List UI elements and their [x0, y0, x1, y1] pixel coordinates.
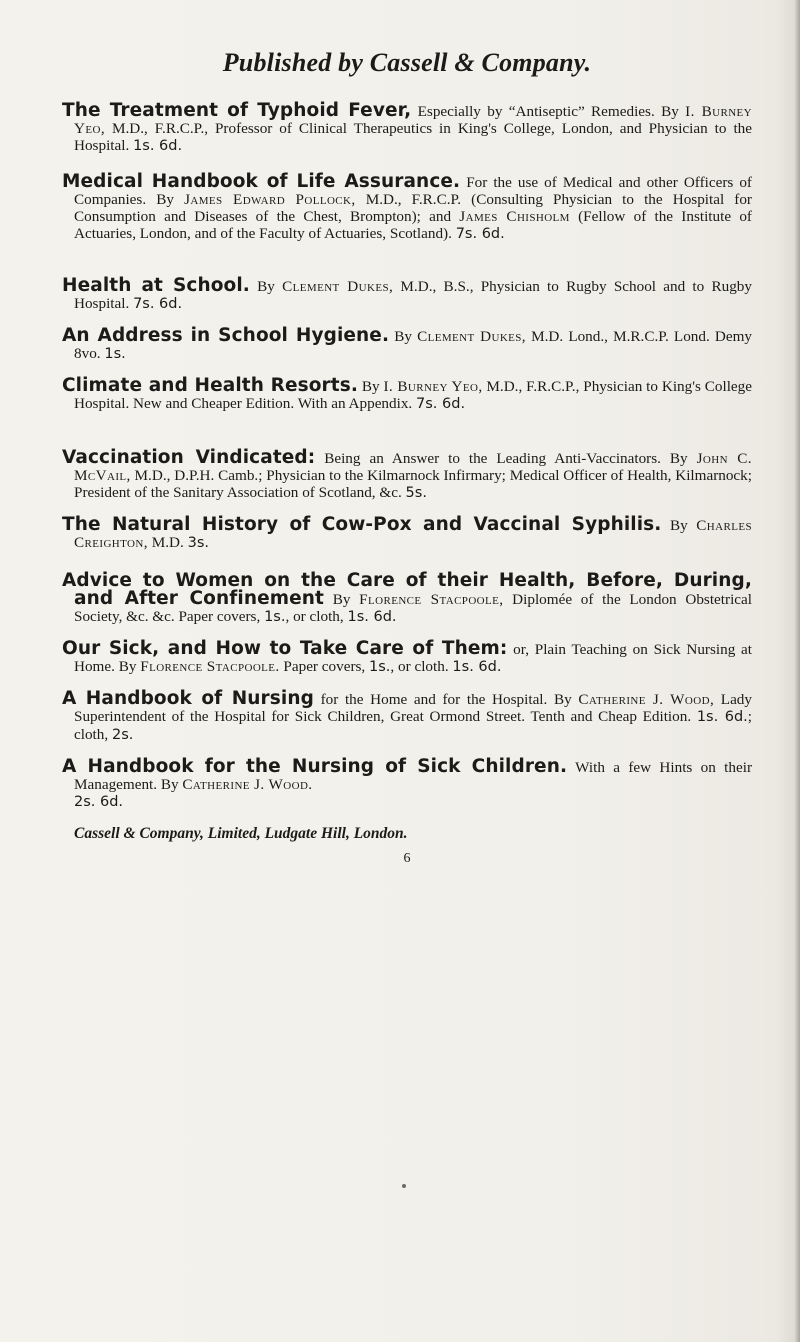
entry-price: 7s. 6d.	[133, 296, 183, 312]
entry-text: Especially by “Antiseptic” Remedies. By	[411, 103, 686, 120]
entry-price: 5s.	[405, 485, 427, 501]
entry-text: With a few Hints on their Management. By	[74, 759, 753, 793]
catalogue-content	[62, 48, 752, 867]
catalogue-entry	[62, 102, 752, 155]
catalogue-entry	[62, 173, 752, 243]
entry-text: , or cloth.	[390, 658, 453, 675]
entry-title: A Handbook of Nursing	[62, 688, 314, 709]
entry-author: James Edward Pollock,	[184, 191, 356, 208]
entry-text: M.D., F.R.C.P. (Consulting Physician to the Hospital for Consumption and Diseases of the Chest, Brompton); and	[74, 191, 752, 225]
entry-text: For the use of Medical and other Officers of Companies. By	[74, 174, 752, 208]
entry-price: 1s.	[104, 346, 126, 362]
entry-title: Advice to Women on the Care of their Health, Before, During, and After Confinement	[62, 570, 752, 609]
entry-text: Diplomée of the London Obstetrical Society, &c. &c. Paper covers,	[74, 591, 752, 625]
publisher-imprint: Cassell & Company, Limited, Ludgate Hill, London.	[74, 825, 408, 842]
entry-price: 1s.	[369, 659, 391, 675]
entry-text: M.D., D.P.H. Camb.; Physician to the Kilmarnock Infirmary; Medical Officer of Health, Kilmarnock; President of the Sanitary Association of Scotland, &c.	[74, 467, 752, 501]
entry-price: 1s. 6d.	[133, 138, 183, 154]
catalogue-entry	[62, 449, 752, 502]
entry-author: Clement Dukes,	[282, 278, 394, 295]
entry-price: 2s.	[111, 727, 134, 743]
entry-text: Being an Answer to the Leading Anti-Vaccinators. By	[315, 450, 697, 467]
entry-text: By	[357, 378, 384, 395]
entry-text: Paper covers,	[279, 658, 370, 675]
entry-price: 1s. 6d.	[696, 709, 748, 725]
entry-price: 2s. 6d.	[74, 794, 124, 810]
catalogue-entry	[62, 640, 752, 676]
entry-title: Medical Handbook of Life Assurance.	[62, 171, 461, 192]
page-number: 6	[403, 851, 411, 866]
entry-author: Catherine J. Wood,	[578, 691, 715, 708]
entry-text: By	[249, 278, 283, 295]
entry-title: Our Sick, and How to Take Care of Them:	[62, 638, 508, 659]
entry-text: By	[324, 591, 360, 608]
catalogue-entry	[62, 758, 752, 811]
entry-author: Florence Stacpoole.	[140, 658, 280, 675]
entry-text: M.D. Lond., M.R.C.P. Lond. Demy 8vo.	[74, 328, 753, 362]
entry-author: I. Burney Yeo,	[383, 378, 483, 395]
entry-price: 3s.	[187, 535, 210, 551]
entry-title: Vaccination Vindicated:	[62, 447, 316, 468]
entry-price: 7s. 6d.	[416, 396, 466, 412]
entry-text: , or cloth,	[285, 608, 348, 625]
entry-title: Health at School.	[62, 275, 250, 296]
ink-speck	[402, 1184, 406, 1188]
entry-title: The Treatment of Typhoid Fever,	[62, 100, 412, 121]
entry-price: 1s.	[264, 609, 286, 625]
entry-price: 1s. 6d.	[347, 609, 397, 625]
entry-text: M.D., B.S., Physician to Rugby School and to Rugby Hospital.	[74, 278, 752, 312]
entry-title: An Address in School Hygiene.	[62, 325, 390, 346]
entry-text: By	[389, 328, 418, 345]
entry-text: (Fellow of the Institute of Actuaries, London, and of the Faculty of Actuaries, Scotland).	[74, 208, 752, 242]
entry-text: M.D., F.R.C.P., Professor of Clinical Therapeutics in King's College, London, and Physician to the Hospital.	[74, 120, 752, 154]
entry-text: or, Plain Teaching on Sick Nursing at Home. By	[74, 641, 753, 675]
entry-text: ; cloth,	[74, 708, 752, 743]
running-head: Published by Cassell & Company.	[222, 48, 592, 77]
entry-title: The Natural History of Cow-Pox and Vaccinal Syphilis.	[62, 514, 662, 535]
entry-author: Charles Creighton,	[74, 517, 752, 551]
entry-price: 1s. 6d.	[452, 659, 502, 675]
catalogue-entry	[62, 572, 752, 626]
entry-author: John C. McVail,	[74, 450, 753, 484]
catalogue-entry	[62, 690, 752, 744]
catalogue-entry	[62, 327, 752, 363]
entry-author: I. Burney Yeo,	[74, 103, 752, 137]
entry-text: for the Home and for the Hospital. By	[313, 691, 579, 708]
entry-title: Climate and Health Resorts.	[62, 375, 358, 396]
entry-author: Florence Stacpoole,	[359, 591, 504, 608]
catalogue-entry	[62, 277, 752, 313]
entry-text: Lady Superintendent of the Hospital for Sick Children, Great Ormond Street. Tenth and Cheap Edition.	[74, 691, 752, 725]
entry-title: A Handbook for the Nursing of Sick Children.	[62, 756, 568, 777]
entry-text: By	[661, 517, 697, 534]
entry-price: 7s. 6d.	[455, 226, 505, 242]
entry-author: Catherine J. Wood.	[182, 776, 313, 793]
catalogue-entry	[62, 377, 752, 413]
catalogue-entry	[62, 516, 752, 552]
entry-author: James Chisholm	[459, 208, 570, 225]
entry-text: M.D.	[147, 534, 188, 551]
entry-author: Clement Dukes,	[417, 328, 527, 345]
page-edge-shadow	[794, 0, 800, 1342]
entry-text: M.D., F.R.C.P., Physician to King's College Hospital. New and Cheaper Edition. With an Appendix.	[74, 378, 752, 412]
